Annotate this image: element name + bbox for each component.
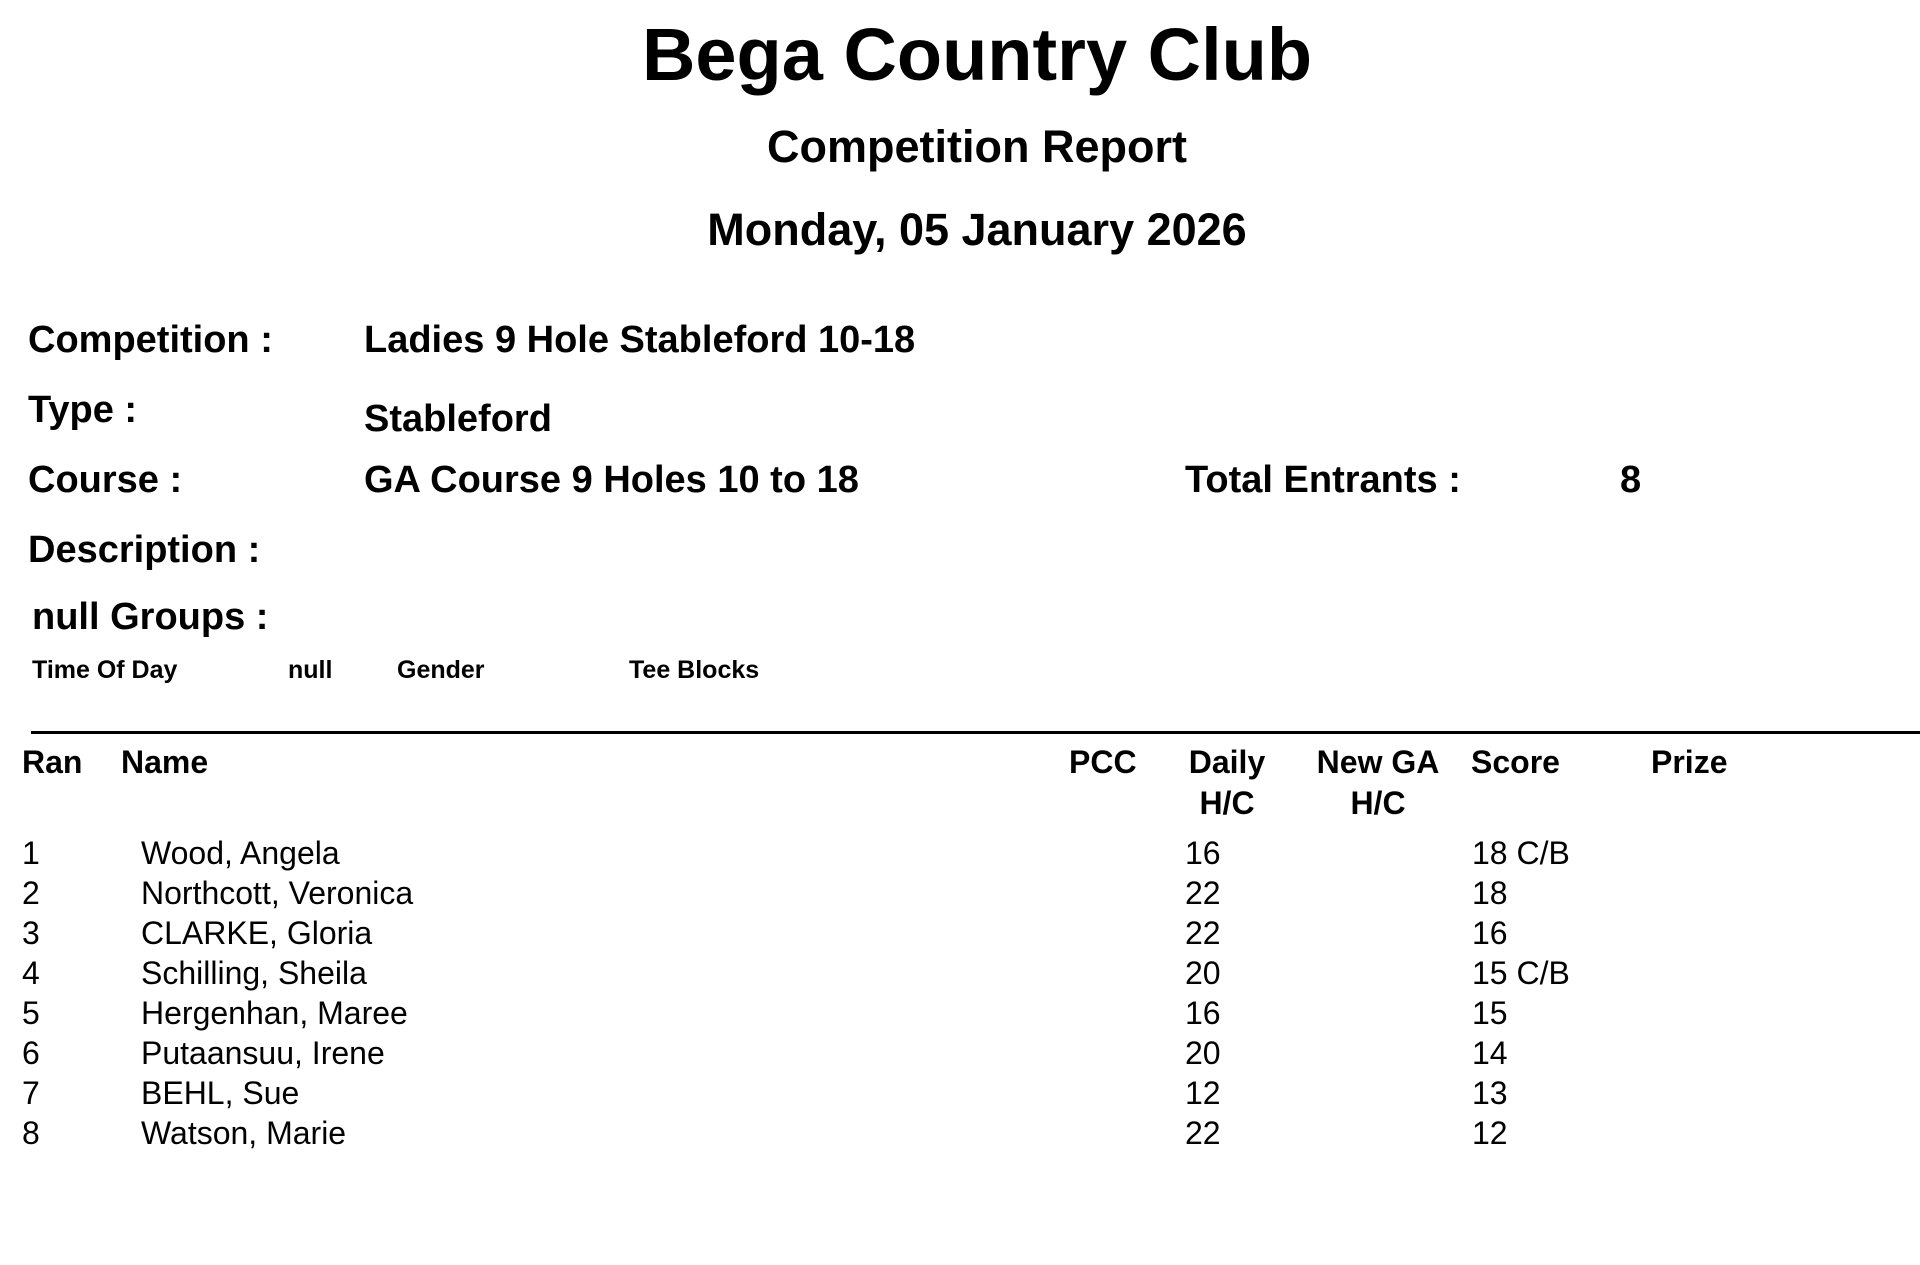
cell-name: Watson, Marie (141, 1115, 347, 1151)
table-row (0, 995, 1920, 1035)
table-row (0, 835, 1920, 875)
group-gender: Gender (397, 656, 485, 684)
cell-daily-hc: 12 (1185, 1075, 1221, 1111)
cell-name: Schilling, Sheila (141, 955, 367, 991)
table-row (0, 955, 1920, 995)
table-row (0, 1075, 1920, 1115)
cell-name: CLARKE, Gloria (141, 915, 373, 951)
groups-label: null Groups : (32, 596, 269, 638)
total-entrants-label: Total Entrants : (1185, 459, 1461, 501)
cell-score: 13 (1472, 1075, 1508, 1111)
club-name: Bega Country Club (641, 13, 1313, 96)
cell-name: Wood, Angela (141, 835, 340, 871)
table-row (0, 875, 1920, 915)
type-value: Stableford (364, 398, 552, 440)
cell-rank: 4 (22, 955, 40, 991)
col-new-ga-hc-header-line2: H/C (1350, 785, 1406, 821)
col-daily-hc-header-line2: H/C (1199, 785, 1255, 821)
col-daily-hc-header (1167, 742, 1287, 824)
table-row (0, 915, 1920, 955)
cell-daily-hc: 16 (1185, 995, 1221, 1031)
cell-daily-hc: 22 (1185, 915, 1221, 951)
description-label: Description : (28, 529, 261, 571)
col-pcc-header: PCC (1069, 744, 1137, 780)
cell-rank: 8 (22, 1115, 40, 1151)
competition-value: Ladies 9 Hole Stableford 10-18 (364, 319, 916, 361)
group-null: null (288, 656, 333, 684)
cell-score: 15 C/B (1472, 955, 1570, 991)
cell-score: 14 (1472, 1035, 1508, 1071)
cell-rank: 5 (22, 995, 40, 1031)
col-new-ga-hc-header-line1: New GA (1316, 744, 1440, 780)
total-entrants-value: 8 (1620, 459, 1642, 501)
cell-rank: 2 (22, 875, 40, 911)
cell-name: Northcott, Veronica (141, 875, 414, 911)
cell-rank: 7 (22, 1075, 40, 1111)
cell-score: 18 C/B (1472, 835, 1570, 871)
cell-rank: 6 (22, 1035, 40, 1071)
divider (31, 731, 1920, 734)
table-row (0, 1035, 1920, 1075)
col-name-header: Name (121, 744, 209, 780)
col-prize-header: Prize (1651, 744, 1728, 780)
group-tee-blocks: Tee Blocks (629, 656, 760, 684)
cell-rank: 1 (22, 835, 40, 871)
cell-score: 12 (1472, 1115, 1508, 1151)
cell-score: 18 (1472, 875, 1508, 911)
group-time-of-day: Time Of Day (32, 656, 178, 684)
col-score-header: Score (1471, 744, 1560, 780)
table-row (0, 1115, 1920, 1155)
cell-daily-hc: 20 (1185, 955, 1221, 991)
cell-score: 16 (1472, 915, 1508, 951)
cell-rank: 3 (22, 915, 40, 951)
cell-score: 15 (1472, 995, 1508, 1031)
cell-daily-hc: 16 (1185, 835, 1221, 871)
cell-name: Hergenhan, Maree (141, 995, 408, 1031)
report-date: Monday, 05 January 2026 (707, 204, 1247, 255)
col-rank-header: Ran (22, 744, 83, 780)
report-title: Competition Report (767, 121, 1187, 172)
col-daily-hc-header-line1: Daily (1188, 744, 1266, 780)
cell-name: Putaansuu, Irene (141, 1035, 385, 1071)
cell-name: BEHL, Sue (141, 1075, 300, 1111)
cell-daily-hc: 22 (1185, 1115, 1221, 1151)
type-label: Type : (28, 389, 138, 431)
course-label: Course : (28, 459, 183, 501)
course-value: GA Course 9 Holes 10 to 18 (364, 459, 859, 501)
col-new-ga-hc-header (1303, 742, 1453, 824)
competition-label: Competition : (28, 319, 273, 361)
cell-daily-hc: 20 (1185, 1035, 1221, 1071)
cell-daily-hc: 22 (1185, 875, 1221, 911)
